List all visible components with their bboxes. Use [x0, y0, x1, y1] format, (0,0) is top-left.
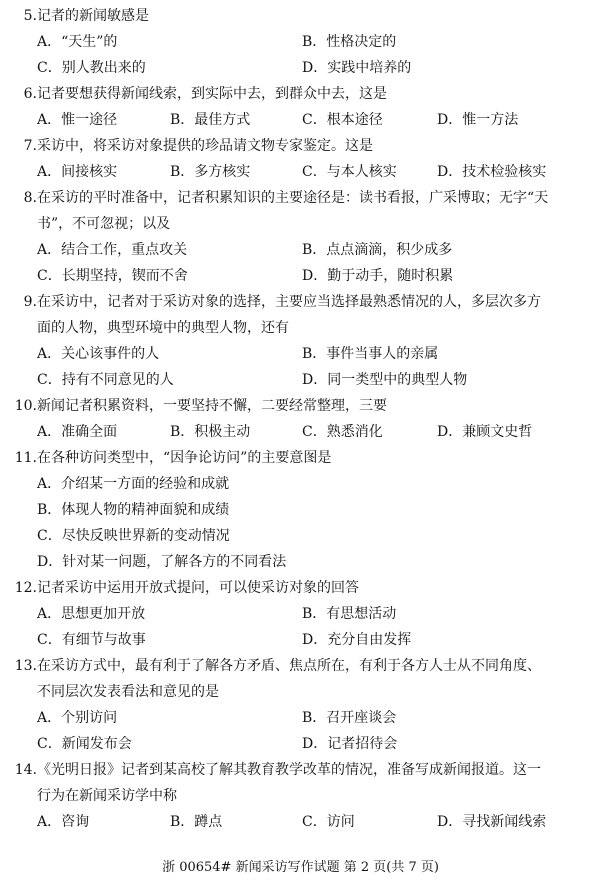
question-5	[0, 3, 601, 81]
options-row	[0, 159, 601, 185]
question-number: 8.	[23, 190, 37, 206]
options-row	[0, 367, 601, 393]
answer-option: C．熟悉消化	[302, 424, 383, 440]
answer-option: C．尽快反映世界新的变动情况	[37, 528, 230, 544]
question-6	[0, 81, 601, 133]
options-row	[0, 809, 601, 835]
answer-option: D．针对某一问题，了解各方的不同看法	[37, 554, 287, 570]
answer-option: A．咨询	[37, 814, 90, 830]
answer-option: B．有思想活动	[302, 606, 397, 622]
answer-option: A．结合工作，重点攻关	[37, 242, 188, 258]
answer-option: D．技术检验核实	[437, 164, 547, 180]
question-number: 13.	[14, 658, 37, 674]
question-13	[0, 653, 601, 757]
question-text: 在采访方式中，最有利于了解各方矛盾、焦点所在，有利于各方人士从不同角度、	[37, 658, 541, 674]
answer-option: A．惟一途径	[37, 112, 118, 128]
answer-option: D．惟一方法	[437, 112, 519, 128]
question-number: 11.	[14, 450, 37, 466]
question-9	[0, 289, 601, 393]
answer-option: B．性格决定的	[302, 34, 397, 50]
answer-option: A．思想更加开放	[37, 606, 146, 622]
answer-option: C．有细节与故事	[37, 632, 146, 648]
question-text: 在采访中，记者对于采访对象的选择，主要应当选择最熟悉情况的人，多层次多方	[37, 294, 541, 310]
options-row	[0, 471, 601, 497]
question-stem-line	[0, 81, 601, 107]
question-number: 14.	[14, 762, 37, 778]
options-row	[0, 107, 601, 133]
answer-option: B．多方核实	[170, 164, 251, 180]
question-stem-line	[0, 679, 601, 705]
answer-option: C．访问	[302, 814, 355, 830]
question-stem-line	[0, 315, 601, 341]
answer-option: B．最佳方式	[170, 112, 251, 128]
question-12	[0, 575, 601, 653]
page-footer: 浙 00654# 新闻采访写作试题 第 2 页(共 7 页)	[162, 860, 439, 875]
question-number: 9.	[23, 294, 37, 310]
question-stem-line	[0, 133, 601, 159]
question-number: 7.	[23, 138, 37, 154]
answer-option: B．蹲点	[170, 814, 223, 830]
options-row	[0, 237, 601, 263]
options-row	[0, 731, 601, 757]
options-row	[0, 523, 601, 549]
answer-option: D．同一类型中的典型人物	[302, 372, 468, 388]
question-text: 采访中，将采访对象提供的珍品请文物专家鉴定。这是	[37, 138, 373, 154]
answer-option: D．实践中培养的	[302, 60, 412, 76]
answer-option: D．兼顾文史哲	[437, 424, 533, 440]
question-stem-line	[0, 653, 601, 679]
answer-option: C．与本人核实	[302, 164, 397, 180]
question-stem-line	[0, 757, 601, 783]
answer-option: C．持有不同意见的人	[37, 372, 174, 388]
question-text: 在各种访问类型中，“因争论访问”的主要意图是	[37, 450, 332, 466]
question-text: 《光明日报》记者到某高校了解其教育教学改革的情况，准备写成新闻报道。这一	[37, 762, 541, 778]
answer-option: D．寻找新闻线索	[437, 814, 547, 830]
question-stem-line	[0, 289, 601, 315]
question-text: 行为在新闻采访学中称	[37, 788, 177, 804]
options-row	[0, 55, 601, 81]
options-row	[0, 341, 601, 367]
answer-option: C．别人教出来的	[37, 60, 146, 76]
options-row	[0, 263, 601, 289]
options-row	[0, 705, 601, 731]
options-row	[0, 549, 601, 575]
answer-option: D．勤于动手，随时积累	[302, 268, 454, 284]
question-8	[0, 185, 601, 289]
answer-option: C．根本途径	[302, 112, 383, 128]
answer-option: A．间接核实	[37, 164, 118, 180]
options-row	[0, 29, 601, 55]
answer-option: C．新闻发布会	[37, 736, 132, 752]
answer-option: A．关心该事件的人	[37, 346, 160, 362]
answer-option: B．事件当事人的亲属	[302, 346, 439, 362]
question-text: 记者采访中运用开放式提问，可以使采访对象的回答	[37, 580, 359, 596]
answer-option: B．点点滴滴，积少成多	[302, 242, 453, 258]
question-10	[0, 393, 601, 445]
question-stem-line	[0, 211, 601, 237]
question-stem-line	[0, 3, 601, 29]
question-stem-line	[0, 445, 601, 471]
answer-option: A．介绍某一方面的经验和成就	[37, 476, 230, 492]
question-text: 记者要想获得新闻线索，到实际中去，到群众中去，这是	[37, 86, 387, 102]
answer-option: C．长期坚持，锲而不舍	[37, 268, 188, 284]
question-number: 12.	[14, 580, 37, 596]
question-number: 5.	[23, 8, 37, 24]
answer-option: D．充分自由发挥	[302, 632, 412, 648]
options-row	[0, 497, 601, 523]
options-row	[0, 601, 601, 627]
options-row	[0, 419, 601, 445]
question-text: 新闻记者积累资料，一要坚持不懈，二要经常整理，三要	[37, 398, 387, 414]
question-stem-line	[0, 393, 601, 419]
question-text: 不同层次发表看法和意见的是	[37, 684, 219, 700]
answer-option: A．“天生”的	[37, 34, 118, 50]
answer-option: D．记者招待会	[302, 736, 398, 752]
question-text: 在采访的平时准备中，记者积累知识的主要途径是：读书看报，广采博取；无字“天	[37, 190, 549, 206]
answer-option: B．积极主动	[170, 424, 251, 440]
options-row	[0, 627, 601, 653]
question-text: 记者的新闻敏感是	[37, 8, 149, 24]
question-number: 10.	[14, 398, 37, 414]
question-stem-line	[0, 783, 601, 809]
question-14	[0, 757, 601, 835]
question-stem-line	[0, 575, 601, 601]
question-text: 书”，不可忽视；以及	[37, 216, 171, 232]
question-7	[0, 133, 601, 185]
answer-option: A．准确全面	[37, 424, 118, 440]
answer-option: B．召开座谈会	[302, 710, 397, 726]
question-text: 面的人物，典型环境中的典型人物，还有	[37, 320, 289, 336]
answer-option: A．个别访问	[37, 710, 118, 726]
answer-option: B．体现人物的精神面貌和成绩	[37, 502, 230, 518]
question-stem-line	[0, 185, 601, 211]
question-11	[0, 445, 601, 575]
question-number: 6.	[23, 86, 37, 102]
